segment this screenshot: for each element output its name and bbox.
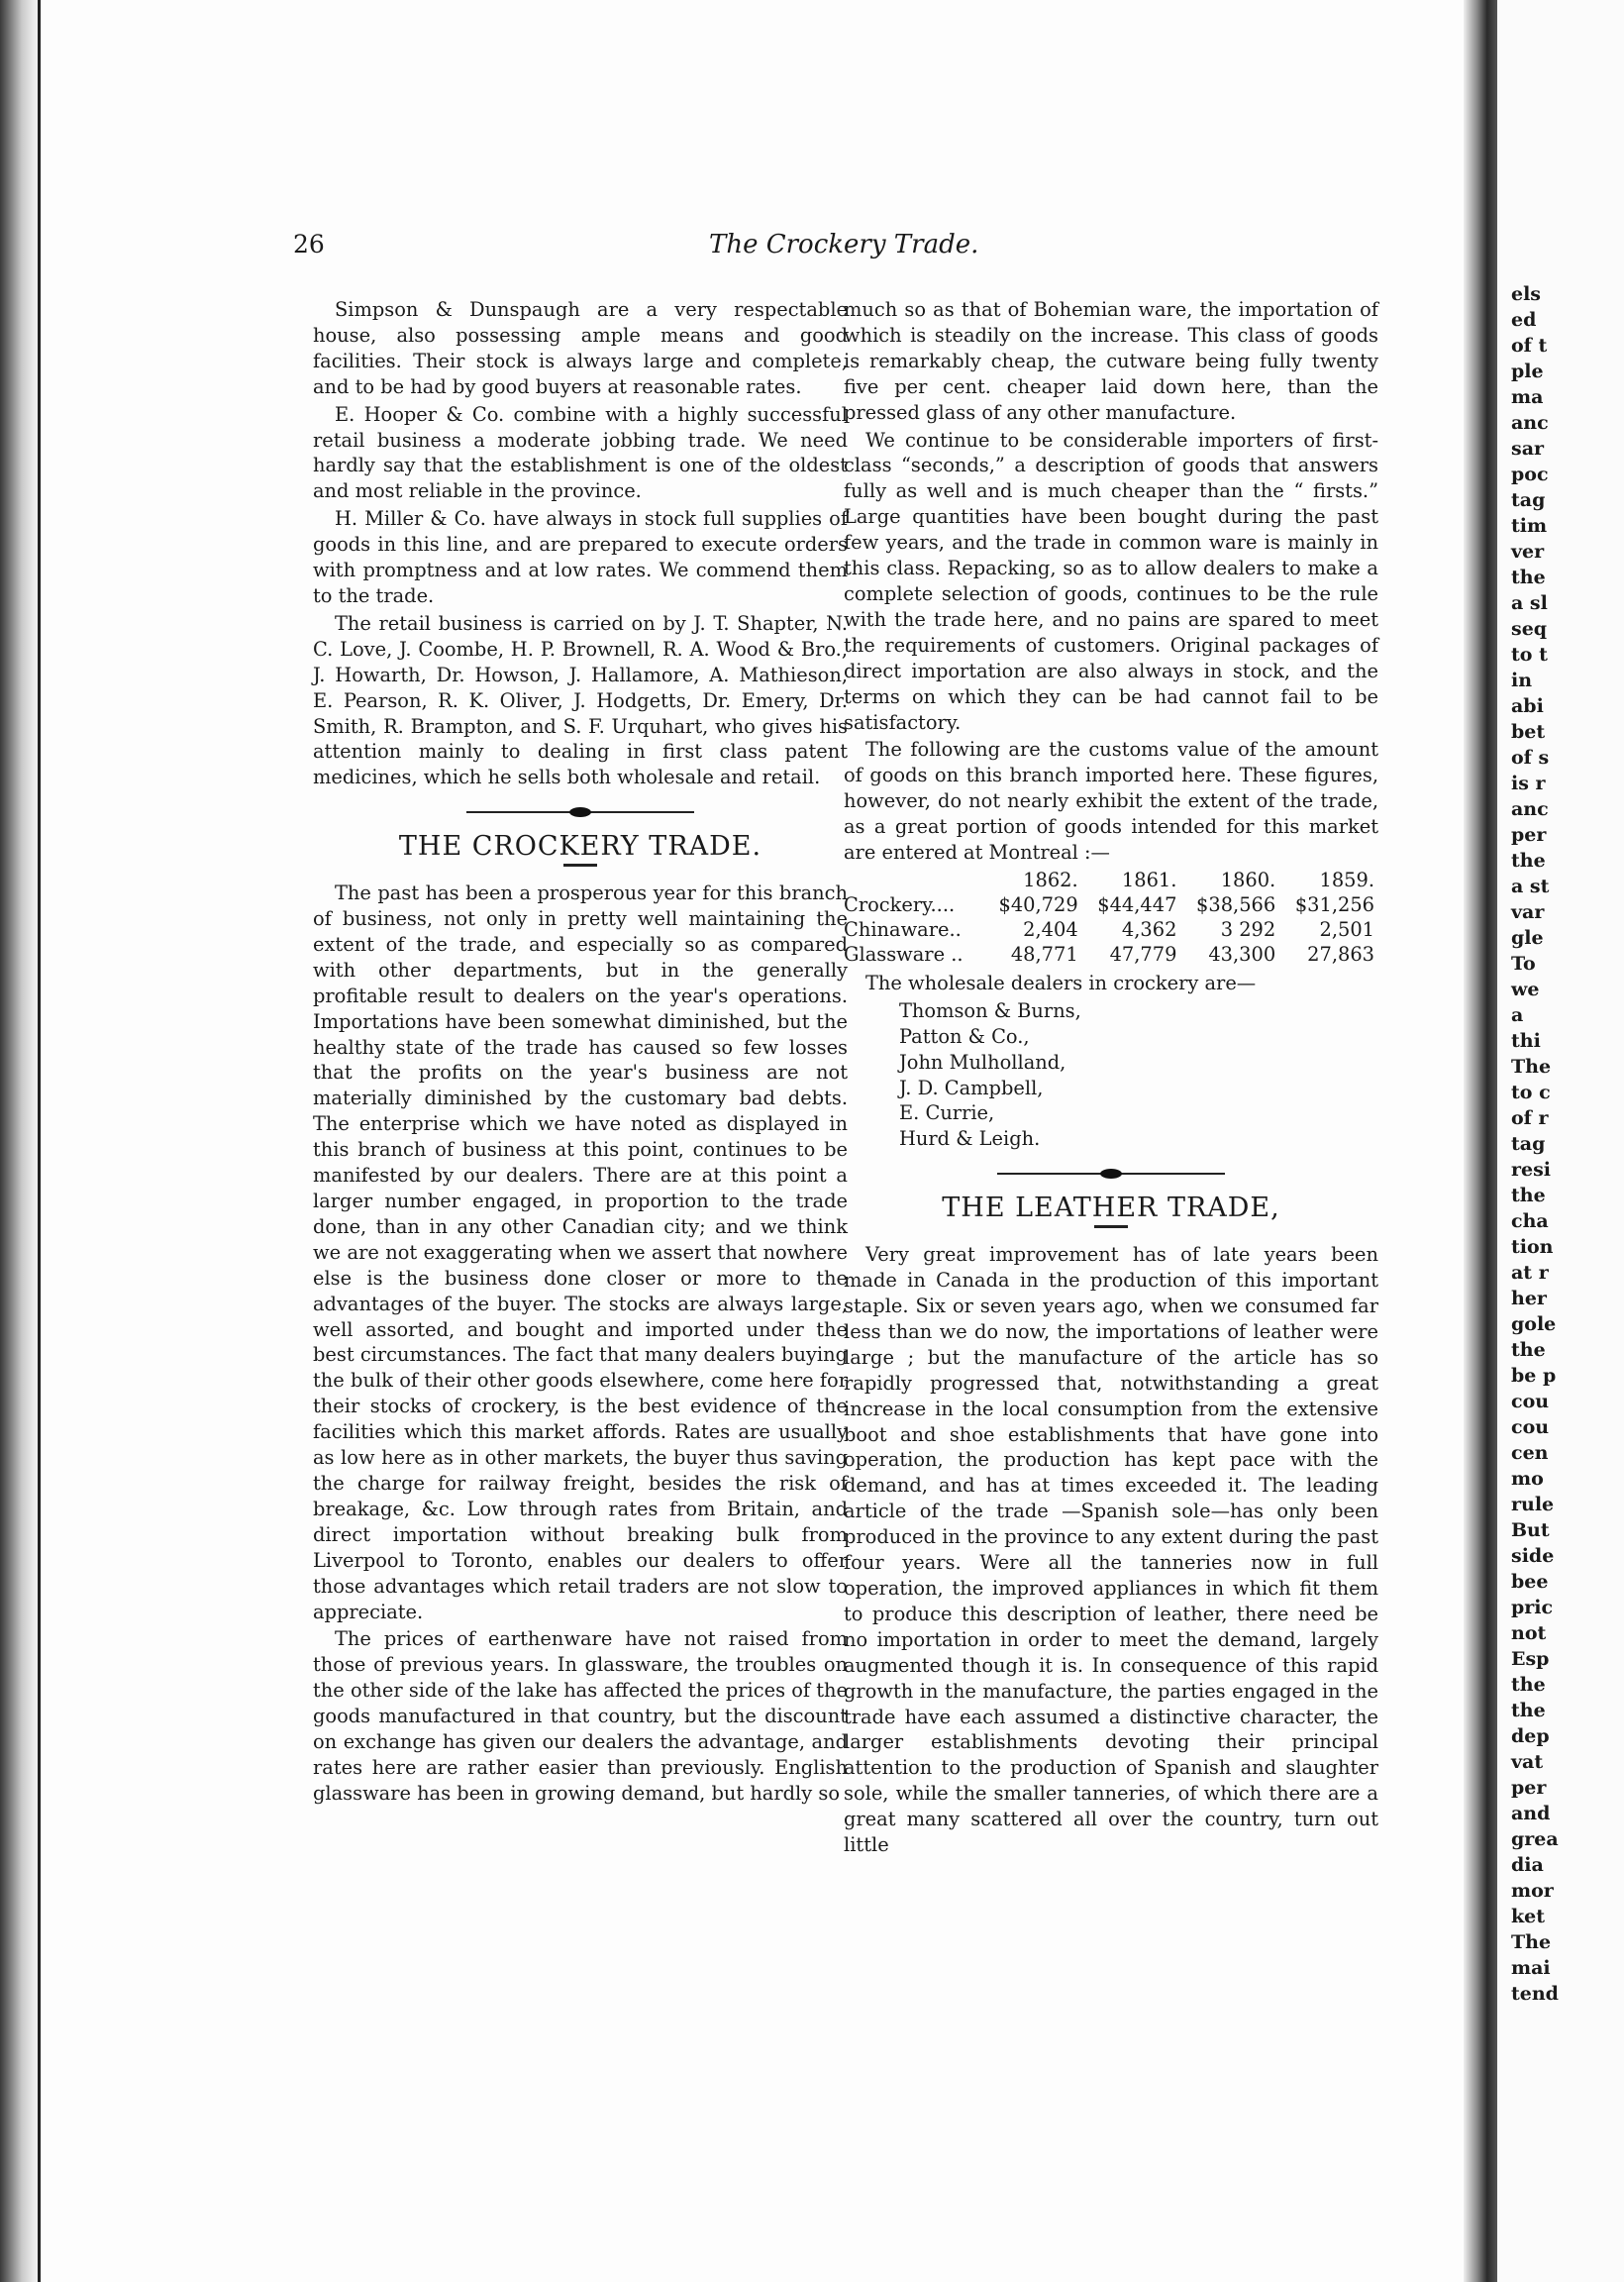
text-fragment: gle bbox=[1511, 927, 1544, 949]
next-page-edge bbox=[1497, 0, 1624, 2282]
left-column bbox=[313, 297, 848, 1809]
text-fragment: a sl bbox=[1511, 592, 1548, 614]
text-fragment: in bbox=[1511, 670, 1533, 691]
paragraph: H. Miller & Co. have always in stock full supplies of goods in this line, and are prepared to execute orders with promptness and at low rates. We commend them to the trade. bbox=[313, 507, 848, 607]
text-fragment: ed bbox=[1511, 309, 1537, 331]
text-fragment: cou bbox=[1511, 1416, 1550, 1438]
section-heading-leather: THE LEATHER TRADE, bbox=[942, 1193, 1280, 1224]
paragraph: E. Hooper & Co. combine with a highly successful retail business a moderate jobbing trade. We need hardly say that the establishment is one of the oldest and most reliable in the province. bbox=[313, 402, 848, 503]
table-cell: 47,779 bbox=[1109, 942, 1177, 966]
paragraph: Simpson & Dunspaugh are a very respectable house, also possessing ample means and good facilities. Their stock is always large and complete, and to be had by good buyers at reasonable rates. bbox=[313, 298, 848, 398]
text-fragment: The bbox=[1511, 1931, 1552, 1953]
table-cell: $44,447 bbox=[1097, 892, 1177, 916]
running-head bbox=[293, 230, 1382, 263]
text-fragment: tion bbox=[1511, 1236, 1554, 1258]
paragraph: The retail business is carried on by J. T. Shapter, N. C. Love, J. Coombe, H. P. Brownell, R. A. Wood & Bro., J. Howarth, Dr. Howson, J. Hallamore, A. Mathieson, E. Pearson, R. K. Oliver, J. Hodgetts, Dr. Emery, Dr. Smith, R. Brampton, and S. F. Urquhart, who gives his attention mainly to dealing in first class patent medicines, which he sells both wholesale and retail. bbox=[313, 611, 848, 789]
text-fragment: ma bbox=[1511, 386, 1544, 408]
spine-edge bbox=[38, 0, 41, 2282]
list-item: Thomson & Burns, bbox=[899, 998, 1081, 1022]
text-fragment: pric bbox=[1511, 1597, 1554, 1618]
text-fragment: resi bbox=[1511, 1159, 1552, 1181]
text-fragment: mo bbox=[1511, 1468, 1544, 1490]
text-fragment: els bbox=[1511, 283, 1542, 305]
table-cell: 2,404 bbox=[1023, 917, 1078, 941]
text-fragment: bet bbox=[1511, 721, 1546, 743]
page-number: 26 bbox=[293, 230, 325, 259]
column-header: 1859. bbox=[1319, 868, 1374, 891]
text-fragment: at r bbox=[1511, 1262, 1549, 1284]
text-fragment: dep bbox=[1511, 1725, 1550, 1747]
text-fragment: to t bbox=[1511, 644, 1548, 666]
row-label: Glassware .. bbox=[844, 942, 964, 966]
heading-dash bbox=[1094, 1225, 1128, 1228]
paragraph: Very great improvement has of late years been made in Canada in the production of this important staple. Six or seven years ago, when we consumed far less than we do now, the importations of leather were large ; but the manufacture of the article has so rapidly progressed that, notwithstanding a great increase in the local consumption from the extensive boot and shoe establishments that have gone into operation, the production has kept pace with the demand, and has at times exceeded it. The leading article of the trade —Spanish sole—has only been produced in the province to any extent during the past four years. Were all the tanneries now in full operation, the improved appliances in which fit them to produce this description of leather, there need be no importation in order to meet the demand, largely augmented though it is. In consequence of this rapid growth in the manufacture, the parties engaged in the trade have each assumed a distinctive character, the larger establishments devoting their principal attention to the production of Spanish and slaughter sole, while the smaller tanneries, of which there are a great many scattered all over the country, turn out little bbox=[844, 1243, 1378, 1857]
text-fragment: is r bbox=[1511, 773, 1546, 794]
text-fragment: tag bbox=[1511, 489, 1546, 511]
list-item: Patton & Co., bbox=[899, 1024, 1030, 1048]
paragraph: We continue to be considerable importers of first-class “seconds,” a description of goods that answers fully as well and is much cheaper than the “ firsts.” Large quantities have been bought during the past few years, and the trade in common ware is mainly in this class. Repacking, so as to allow dealers to make a complete selection of goods, continues to be the rule with the trade here, and no pains are spared to meet the requirements of customers. Original packages of direct importation are also always in stock, and the terms on which they can be had cannot fail to be satisfactory. bbox=[844, 428, 1378, 734]
text-fragment: of s bbox=[1511, 747, 1550, 769]
table-corner bbox=[844, 868, 983, 892]
table-cell: 48,771 bbox=[1010, 942, 1078, 966]
text-fragment: tim bbox=[1511, 515, 1548, 537]
table-header-row bbox=[844, 868, 1378, 892]
text-fragment: per bbox=[1511, 824, 1547, 846]
text-fragment: side bbox=[1511, 1545, 1555, 1567]
text-fragment: anc bbox=[1511, 412, 1549, 434]
paragraph: The wholesale dealers in crockery are— bbox=[865, 971, 1257, 994]
text-fragment: of t bbox=[1511, 335, 1548, 357]
row-label: Crockery.... bbox=[844, 892, 956, 916]
table-cell: $40,729 bbox=[998, 892, 1078, 916]
text-fragment: To bbox=[1511, 953, 1536, 975]
text-fragment: the bbox=[1511, 1339, 1546, 1361]
table-cell: 27,863 bbox=[1307, 942, 1374, 966]
table-cell: 3 292 bbox=[1220, 917, 1276, 941]
text-fragment: dia bbox=[1511, 1854, 1544, 1876]
text-fragment: abi bbox=[1511, 695, 1544, 717]
text-fragment: The bbox=[1511, 1056, 1552, 1078]
text-fragment: ver bbox=[1511, 541, 1545, 563]
column-header: 1861. bbox=[1121, 868, 1177, 891]
text-fragment: to c bbox=[1511, 1082, 1551, 1103]
list-item: E. Currie, bbox=[899, 1101, 995, 1125]
table-row bbox=[844, 892, 1378, 917]
table-cell: $38,566 bbox=[1196, 892, 1276, 916]
dealer-list bbox=[899, 998, 1378, 1152]
text-fragment: the bbox=[1511, 1674, 1546, 1696]
text-fragment: sar bbox=[1511, 438, 1545, 460]
text-fragment: rule bbox=[1511, 1494, 1555, 1515]
section-divider bbox=[466, 804, 694, 820]
text-fragment: But bbox=[1511, 1519, 1550, 1541]
next-page-text-fragments bbox=[1511, 281, 1559, 2007]
text-fragment: her bbox=[1511, 1288, 1547, 1309]
text-fragment: poc bbox=[1511, 464, 1549, 485]
text-fragment: ple bbox=[1511, 361, 1544, 382]
text-fragment: the bbox=[1511, 1700, 1546, 1721]
table-row bbox=[844, 942, 1378, 967]
text-fragment: Esp bbox=[1511, 1648, 1550, 1670]
text-fragment: we bbox=[1511, 979, 1540, 1000]
section-heading-crockery: THE CROCKERY TRADE. bbox=[398, 831, 762, 863]
right-column bbox=[844, 297, 1378, 1860]
text-fragment: vat bbox=[1511, 1751, 1544, 1773]
text-fragment: ket bbox=[1511, 1906, 1546, 1927]
text-fragment: cen bbox=[1511, 1442, 1549, 1464]
table-cell: $31,256 bbox=[1294, 892, 1374, 916]
text-fragment: a st bbox=[1511, 876, 1550, 897]
table-row bbox=[844, 917, 1378, 942]
text-fragment: per bbox=[1511, 1777, 1547, 1799]
text-fragment: not bbox=[1511, 1622, 1547, 1644]
text-fragment: tag bbox=[1511, 1133, 1546, 1155]
text-fragment: the bbox=[1511, 567, 1546, 588]
list-item: John Mulholland, bbox=[899, 1050, 1066, 1074]
text-fragment: and bbox=[1511, 1803, 1551, 1824]
text-fragment: grea bbox=[1511, 1828, 1559, 1850]
text-fragment: anc bbox=[1511, 798, 1549, 820]
heading-dash bbox=[563, 864, 597, 867]
table-cell: 4,362 bbox=[1121, 917, 1177, 941]
paragraph: The following are the customs value of the amount of goods on this branch imported here. These figures, however, do not nearly exhibit the extent of the trade, as a great portion of goods intended for this market are entered at Montreal :— bbox=[844, 738, 1378, 865]
text-fragment: thi bbox=[1511, 1030, 1541, 1052]
paragraph: The past has been a prosperous year for this branch of business, not only in pretty well maintaining the extent of the trade, and especially so as compared with other departments, but in the generally profitable result to dealers on the year's operations. Importations have been somewhat diminished, but the healthy state of the trade has caused so few losses that the profits on the year's business are not materially diminished by the customary bad debts. The enterprise which we have noted as displayed in this branch of business at this point, continues to be manifested by our dealers. There are at this point a larger number engaged, in proportion to the trade done, than in any other Canadian city; and we think we are not exaggerating when we assert that nowhere else is the business done closer or more to the advantages of the buyer. The stocks are always large, well assorted, and bought and imported under the best circumstances. The fact that many dealers buying the bulk of their other goods elsewhere, come here for their stocks of crockery, is the best evidence of the facilities which this market affords. Rates are usually as low here as in other markets, the buyer thus saving the charge for railway freight, besides the risk of breakage, &c. Low through rates from Britain, and direct importation without breaking bulk from Liverpool to Toronto, enables our dealers to offer those advantages which retail traders are not slow to appreciate. bbox=[313, 882, 848, 1623]
text-fragment: gole bbox=[1511, 1313, 1557, 1335]
text-fragment: mor bbox=[1511, 1880, 1554, 1902]
column-header: 1862. bbox=[1023, 868, 1078, 891]
running-title: The Crockery Trade. bbox=[709, 230, 979, 259]
table-cell: 2,501 bbox=[1319, 917, 1374, 941]
text-fragment: var bbox=[1511, 901, 1545, 923]
text-fragment: tend bbox=[1511, 1983, 1559, 2005]
paragraph: The prices of earthenware have not raised from those of previous years. In glassware, the troubles on the other side of the lake has affected the prices of the goods manufactured in that country, but the discount on exchange has given our dealers the advantage, and rates here are rather easier than previously. English glassware has been in growing demand, but hardly so bbox=[313, 1627, 848, 1805]
row-label: Chinaware.. bbox=[844, 917, 962, 941]
section-divider bbox=[997, 1166, 1225, 1182]
text-fragment: cha bbox=[1511, 1210, 1549, 1232]
text-fragment: a bbox=[1511, 1004, 1524, 1026]
text-fragment: seq bbox=[1511, 618, 1548, 640]
text-fragment: the bbox=[1511, 1185, 1546, 1206]
text-fragment: cou bbox=[1511, 1391, 1550, 1412]
table-cell: 43,300 bbox=[1208, 942, 1276, 966]
column-header: 1860. bbox=[1220, 868, 1276, 891]
list-item: J. D. Campbell, bbox=[899, 1076, 1044, 1099]
text-fragment: mai bbox=[1511, 1957, 1551, 1979]
paragraph: much so as that of Bohemian ware, the importation of which is steadily on the increase. This class of goods is remarkably cheap, the cutware being fully twenty five per cent. cheaper laid down here, than the pressed glass of any other manufacture. bbox=[844, 298, 1378, 424]
text-fragment: of r bbox=[1511, 1107, 1549, 1129]
book-spine-shadow bbox=[0, 0, 42, 2282]
page-gutter-shadow bbox=[1464, 0, 1497, 2282]
text-fragment: be p bbox=[1511, 1365, 1557, 1387]
customs-value-table bbox=[844, 868, 1378, 967]
text-fragment: bee bbox=[1511, 1571, 1549, 1593]
list-item: Hurd & Leigh. bbox=[899, 1127, 1041, 1151]
text-fragment: the bbox=[1511, 850, 1546, 872]
